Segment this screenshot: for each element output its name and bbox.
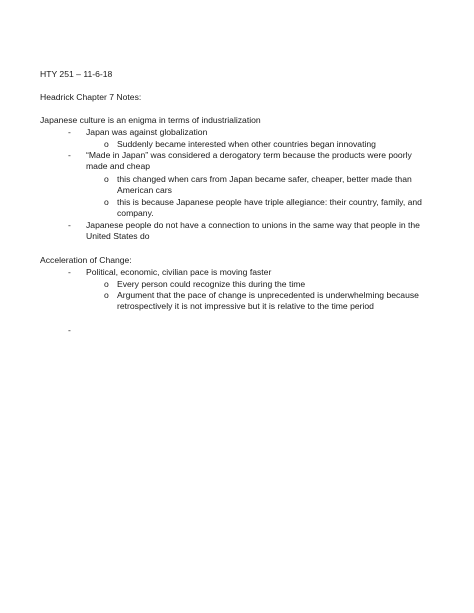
dash-bullet: -: [68, 127, 71, 137]
section1-heading: Japanese culture is an enigma in terms of industrialization: [40, 115, 261, 125]
sub-list-item: Every person could recognize this during the time: [117, 279, 306, 289]
sub-list-item: this is because Japanese people have triple allegiance: their country, family, and company.: [117, 197, 422, 219]
list-item: Japan was against globalization: [86, 127, 208, 137]
list-item: Political, economic, civilian pace is moving faster: [86, 267, 272, 277]
sub-bullet: o: [104, 290, 109, 300]
dash-bullet: -: [68, 267, 71, 277]
sub-bullet: o: [104, 139, 109, 149]
list-item: “Made in Japan” was considered a derogatory term because the products were poorly made and cheap: [86, 150, 412, 172]
sub-bullet: o: [104, 197, 109, 207]
chapter-title: Headrick Chapter 7 Notes:: [40, 92, 142, 102]
sub-list-item: Argument that the pace of change is unprecedented is underwhelming because retrospectively it is not impressive but it is relative to the time period: [117, 290, 419, 312]
sub-list-item: this changed when cars from Japan became safer, cheaper, better made than American cars: [117, 174, 412, 196]
course-date-line: HTY 251 – 11-6-18: [40, 69, 113, 79]
section2-heading: Acceleration of Change:: [40, 255, 132, 265]
empty-dash-bullet: -: [68, 325, 71, 335]
dash-bullet: -: [68, 150, 71, 160]
sub-bullet: o: [104, 174, 109, 184]
sub-list-item: Suddenly became interested when other countries began innovating: [117, 139, 376, 149]
list-item: Japanese people do not have a connection to unions in the same way that people in the United States do: [86, 220, 420, 242]
dash-bullet: -: [68, 220, 71, 230]
sub-bullet: o: [104, 279, 109, 289]
